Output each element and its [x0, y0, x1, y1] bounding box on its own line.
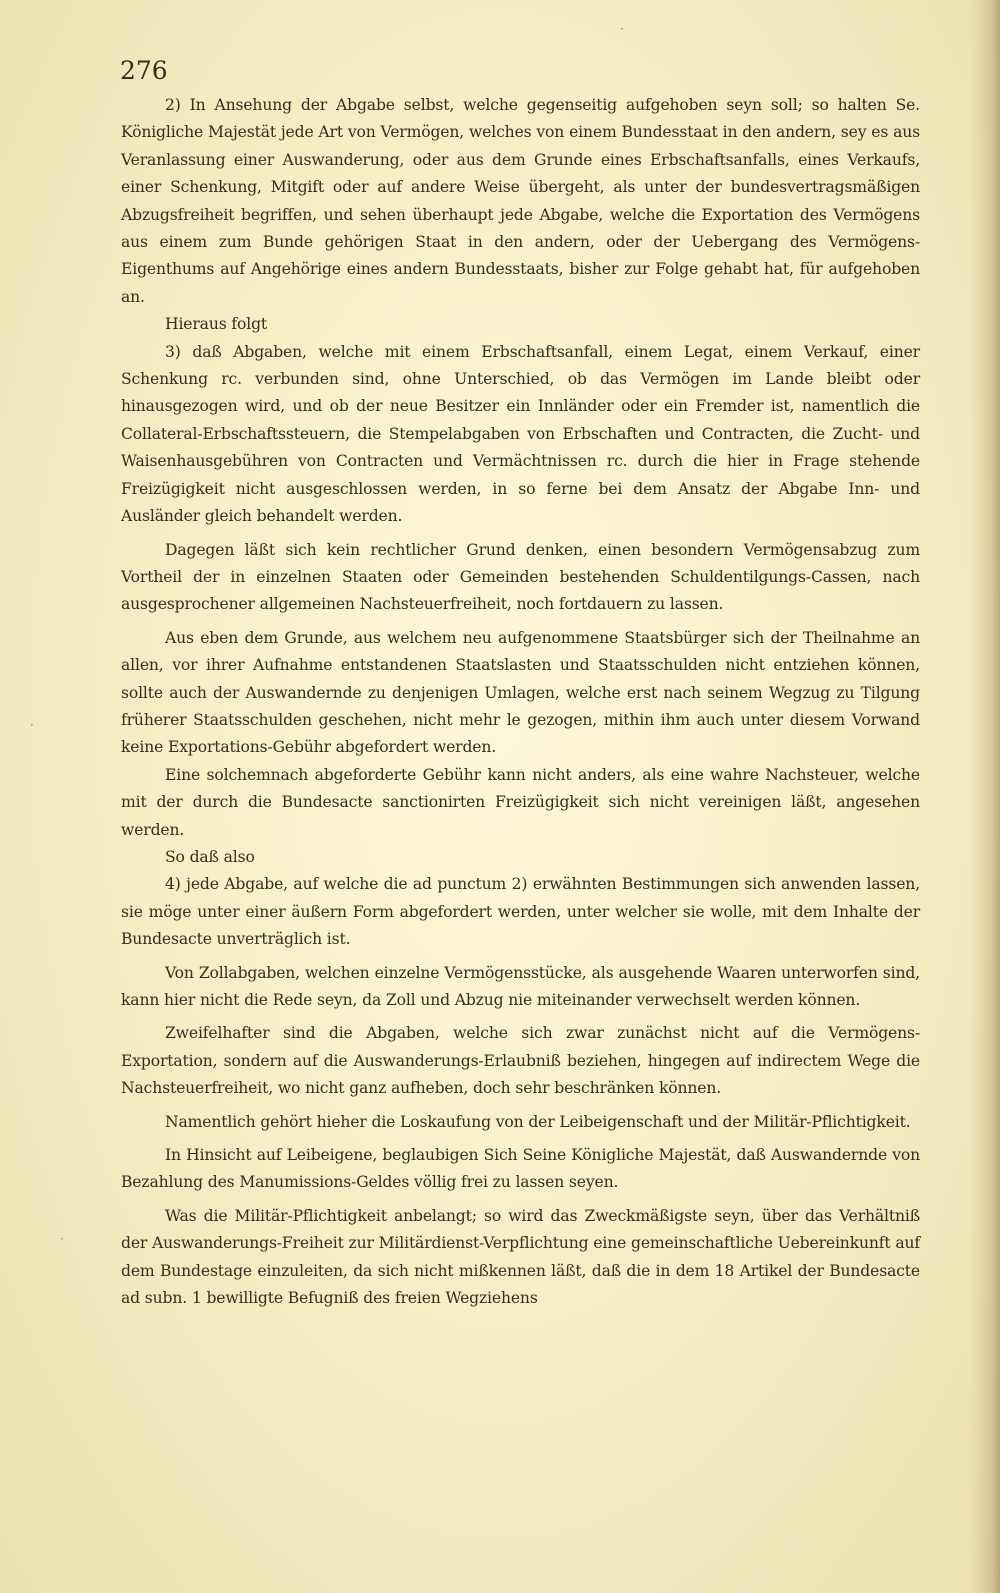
paragraph: Zweifelhafter sind die Abgaben, welche sich zwar zunächst nicht auf die Vermögens-Exportation, sondern auf die Auswanderungs-Erlaubniß beziehen, hingegen auf indirectem Wege die Nachsteuerfreiheit, wo nicht ganz aufheben, doch sehr beschränken können.: [121, 1024, 920, 1098]
paragraph: Was die Militär-Pflichtigkeit anbelangt; so wird das Zweckmäßigste seyn, über das Verhältniß der Auswanderungs-Freiheit zur Militärdienst-Verpflichtung eine gemeinschaftliche Uebereinkunft auf dem Bundestage einzuleiten, da sich nicht mißkennen läßt, daß die in dem 18 Artikel der Bundesacte ad subn. 1 bewilligte Befugniß des freien Wegziehens: [121, 1206, 920, 1308]
paragraph: Eine solchemnach abgeforderte Gebühr kann nicht anders, als eine wahre Nachsteuer, welche mit der durch die Bundesacte sanctionirten Freizügigkeit sich nicht vereinigen läßt, angesehen werden.: [121, 765, 920, 839]
paragraph: So daß also: [165, 847, 255, 866]
margin-mark: ·: [60, 1232, 64, 1246]
paragraph: Von Zollabgaben, welchen einzelne Vermögensstücke, als ausgehende Waaren unterworfen sind, kann hier nicht die Rede seyn, da Zoll und Abzug nie miteinander verwechselt werden können.: [121, 963, 920, 1009]
paragraph: Aus eben dem Grunde, aus welchem neu aufgenommene Staatsbürger sich der Theilnahme an allen, vor ihrer Aufnahme entstandenen Staatslasten und Staatsschulden nicht entziehen können, sollte auch der Auswandernde zu denjenigen Umlagen, welche erst nach seinem Wegzug zu Tilgung früherer Staatsschulden geschehen, nicht mehr le gezogen, mithin ihm auch unter diesem Vorwand keine Exportations-Gebühr abgefordert werden.: [121, 628, 920, 757]
paragraph: Dagegen läßt sich kein rechtlicher Grund denken, einen besondern Vermögensabzug zum Vortheil der in einzelnen Staaten oder Gemeinden bestehenden Schuldentilgungs-Cassen, nach ausgesprochener allgemeinen Nachsteuerfreiheit, noch fortdauern zu lassen.: [121, 540, 920, 614]
paragraph: In Hinsicht auf Leibeigene, beglaubigen Sich Seine Königliche Majestät, daß Auswandernde von Bezahlung des Manumissions-Geldes völlig frei zu lassen seyen.: [121, 1146, 920, 1192]
paragraph: Namentlich gehört hieher die Loskaufung von der Leibeigenschaft und der Militär-Pflichtigkeit.: [165, 1112, 911, 1131]
paragraph: 3) daß Abgaben, welche mit einem Erbschaftsanfall, einem Legat, einem Verkauf, einer Schenkung rc. verbunden sind, ohne Unterschied, ob das Vermögen im Lande bleibt oder hinausgezogen wird, und ob der neue Besitzer ein Innländer oder ein Fremder ist, namentlich die Collateral-Erbschaftssteuern, die Stempelabgaben von Erbschaften und Contracten, die Zucht- und Waisenhausgebühren von Contracten und Vermächtnissen rc. durch die hier in Frage stehende Freizügigkeit nicht ausgeschlossen werden, in so ferne bei dem Ansatz der Abgabe Inn- und Ausländer gleich behandelt werden.: [121, 342, 920, 526]
page-number: 276: [120, 56, 168, 85]
paragraph: 2) In Ansehung der Abgabe selbst, welche gegenseitig aufgehoben seyn soll; so halten Se. Königliche Majestät jede Art von Vermögen, welches von einem Bundesstaat in den andern, sey es aus Veranlassung einer Auswanderung, oder aus dem Grunde eines Erbschaftsanfalls, eines Verkaufs, einer Schenkung, Mitgift oder auf andere Weise übergeht, als unter der bundesvertragsmäßigen Abzugsfreiheit begriffen, und sehen überhaupt jede Abgabe, welche die Exportation des Vermögens aus einem zum Bunde gehörigen Staat in den andern, oder der Uebergang des Vermögens-Eigenthums auf Angehörige eines andern Bundesstaats, bisher zur Folge gehabt hat, für aufgehoben an.: [121, 96, 920, 306]
ink-speck: ·: [620, 22, 624, 36]
paragraph: Hieraus folgt: [165, 315, 268, 334]
paragraph: 4) jede Abgabe, auf welche die ad punctum 2) erwähnten Bestimmungen sich anwenden lassen, sie möge unter einer äußern Form abgefordert werden, unter welcher sie wolle, mit dem Inhalte der Bundesacte unverträglich ist.: [121, 875, 920, 949]
margin-mark: ·: [30, 718, 34, 732]
body-text: [121, 92, 920, 1312]
page-edge-shadow: [970, 0, 1000, 1593]
